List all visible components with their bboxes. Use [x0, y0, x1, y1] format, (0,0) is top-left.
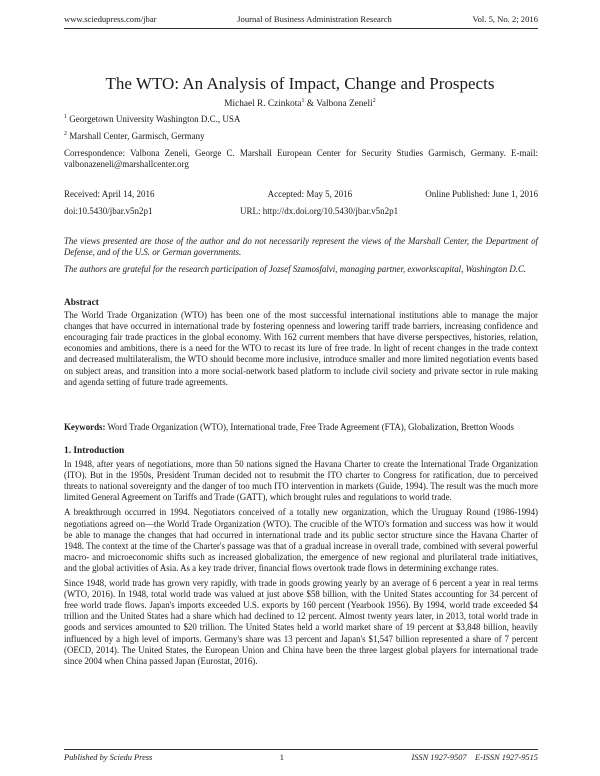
- paper-title: The WTO: An Analysis of Impact, Change and Prospects: [105, 74, 495, 93]
- affiliation-1-text: Georgetown University Washington D.C., USA: [69, 114, 241, 124]
- doi[interactable]: doi:10.5430/jbar.v5n2p1: [64, 206, 153, 216]
- paragraph-2: A breakthrough occurred in 1994. Negotiators conceived of a totally new organization, which the Uruguay Round (1986-1994) negotiations agreed on—the World Trade Organization (WTO). The crucible of the WTO's formation and success was how it would be able to manage the changes that had occurred in international trade and its public sector structure since the Havana Charter of 1948. The context at the time of the Charter's passage was that of a gradual increase in overall trade, combined with several powerful macro- and microeconomic shifts such as increased globalization, the emergence of new regional and plurilateral trade initiatives, and the global activities of Asia. As a key trade driver, financial flows overtook trade flows in determining exchange rates.: [64, 507, 538, 573]
- journal-name: Journal of Business Administration Research: [237, 14, 392, 24]
- correspondence: Correspondence: Valbona Zeneli, George C. Marshall European Center for Security Studies Garmisch, Germany. E-mail: valbonazeneli@marshallcenter.org: [64, 148, 538, 169]
- abstract-heading: Abstract: [64, 298, 99, 308]
- issn-block: [411, 753, 538, 762]
- affiliation-2: [64, 129, 538, 142]
- issn: ISSN 1927-9507: [411, 753, 467, 762]
- accepted-date: Accepted: May 5, 2016: [267, 189, 353, 199]
- abstract-text: The World Trade Organization (WTO) has been one of the most successful international institutions able to manage the major changes that have occurred in international trade by fostering openness and lowering tariff trade barriers, increasing confidence and encouraging fair trade practices in the global economy. With 162 current members that have diverse perspectives, histories, relation, economies and ambitions, there is a need for the WTO to recast its lure of free trade. In light of recent changes in the trade context and decreased multilateralism, the WTO should become more inclusive, introduce smaller and more limited negotiation events based on subject areas, and transition into a more social-network based platform to include civil society and private sector in rule making and agenda setting of future trade agreements.: [64, 310, 538, 387]
- disclaimer: The views presented are those of the author and do not necessarily represent the views of the Marshall Center, the Department of Defense, and of the U.S. or German governments.: [64, 236, 538, 258]
- doi-url[interactable]: URL: http://dx.doi.org/10.5430/jbar.v5n2p1: [240, 206, 399, 216]
- header-rule: [64, 28, 538, 29]
- abstract-section: [64, 298, 538, 388]
- running-header: [64, 14, 538, 24]
- keywords-text: Word Trade Organization (WTO), International trade, Free Trade Agreement (FTA), Globalization, Bretton Woods: [105, 422, 514, 432]
- doi-row: [64, 206, 538, 216]
- publisher: Published by Sciedu Press: [64, 753, 153, 762]
- author-2: Valbona Zeneli: [316, 99, 373, 110]
- author-2-sup: 2: [372, 98, 376, 104]
- eissn: E-ISSN 1927-9515: [474, 753, 538, 762]
- affiliation-1: [64, 112, 538, 125]
- volume-info: Vol. 5, No. 2; 2016: [472, 14, 538, 24]
- journal-website[interactable]: www.sciedupress.com/jbar: [64, 14, 157, 24]
- paragraph-3: Since 1948, world trade has grown very rapidly, with trade in goods growing yearly by an average of 6 percent a year in real terms (WTO, 2016). In 1948, total world trade was valued at just above $58 billion, with the United States accounting for 34 percent of free world trade flows. Japan's imports exceeded U.S. exports by 160 percent (Yearbook 1956). By 1994, world trade exceeded $4 trillion and the United States had a share which had declined to 12 percent. Almost twenty years later, in 2013, total world trade in goods and services amounted to $20 trillion. The United States held a world market share of 19 percent at $3,848 billion, heavily influenced by a high level of imports. Germany's share was 13 percent and Japan's $1,547 billion represented a share of 7 percent (OECD, 2014). The United States, the European Union and China have been the three largest global players for international trade since 2004 when China passed Japan (Eurostat, 2016).: [64, 578, 538, 666]
- author-1-sup: 1: [301, 98, 305, 104]
- author-connector: &: [304, 99, 317, 110]
- author-1: Michael R. Czinkota: [224, 99, 302, 110]
- page-footer: [64, 753, 538, 762]
- footer-rule: [64, 749, 538, 750]
- affiliation-2-sup: 2: [64, 131, 67, 137]
- introduction-section: [64, 446, 538, 667]
- keywords: [64, 422, 538, 433]
- dates-row: [64, 189, 538, 199]
- acknowledgement: The authors are grateful for the research participation of Jozsef Szamosfalvi, managing partner, exworkscapital, Washington D.C.: [64, 264, 527, 274]
- affiliation-2-text: Marshall Center, Garmisch, Germany: [69, 131, 205, 141]
- page-number: 1: [279, 753, 284, 762]
- author-line: [0, 98, 600, 109]
- paragraph-1: In 1948, after years of negotiations, more than 50 nations signed the Havana Charter to create the International Trade Organization (ITO). But in the 1950s, President Truman decided not to resubmit the ITO charter to Congress for ratification, due to perceived threats to national sovereignty and the danger of too much ITO intervention in markets (Guide, 1994). The result was the much more limited General Agreement on Tariffs and Trade (GATT), which brought rules and regulations to world trade.: [64, 459, 538, 503]
- keywords-label: Keywords:: [64, 422, 106, 432]
- affiliation-1-sup: 1: [64, 114, 67, 120]
- section-1-heading: 1. Introduction: [64, 446, 125, 456]
- received-date: Received: April 14, 2016: [64, 189, 155, 199]
- published-date: Online Published: June 1, 2016: [425, 189, 538, 199]
